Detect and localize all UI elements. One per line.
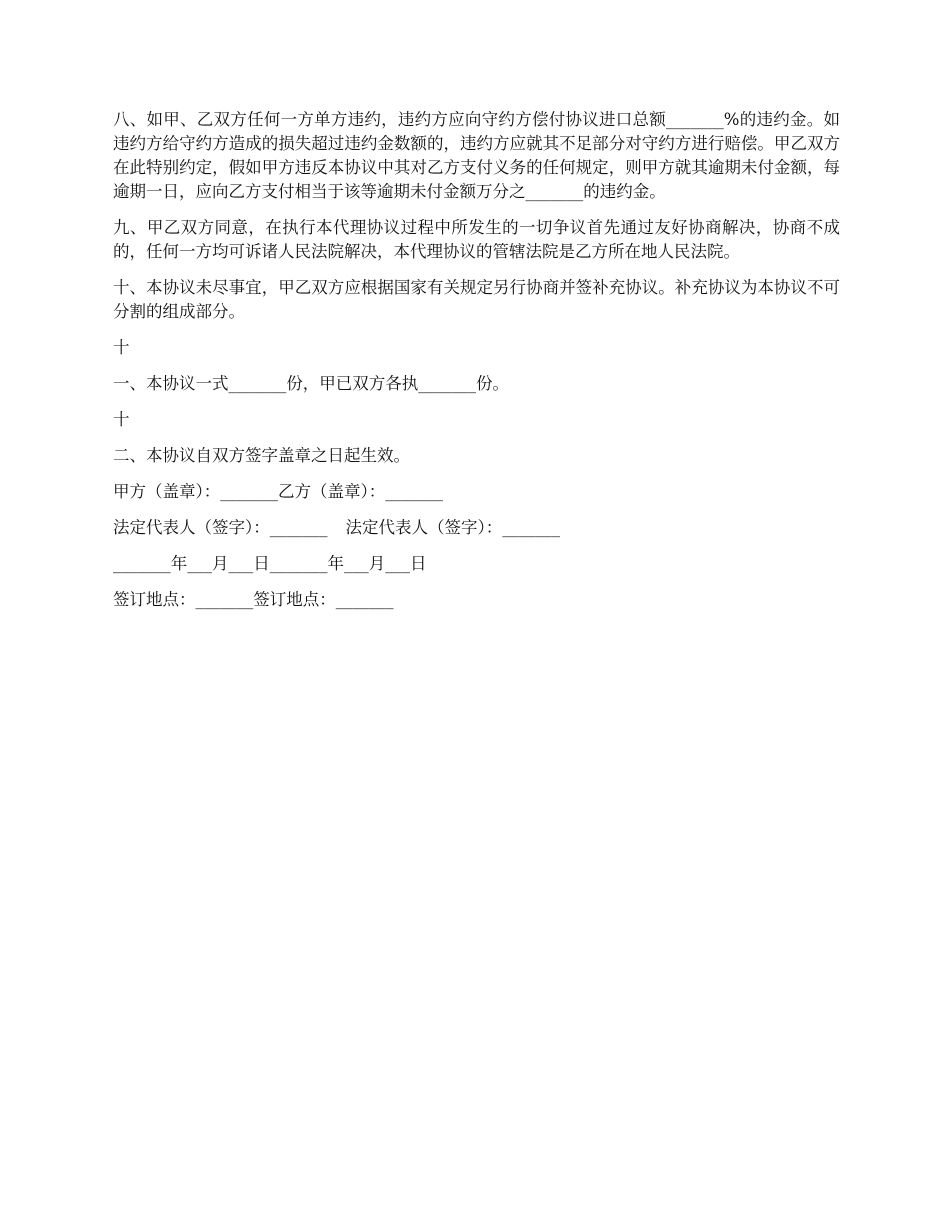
legal-representative-line <box>113 516 840 540</box>
legal-representative-a: 法定代表人（签字）：_______ <box>113 518 328 537</box>
agreement-page <box>113 108 840 624</box>
date-line: _______年___月___日_______年___月___日 <box>113 554 427 573</box>
signing-place-line: 签订地点：_______签订地点：_______ <box>113 590 394 609</box>
clause-8: 八、如甲、乙双方任何一方单方违约，违约方应向守约方偿付协议进口总额_______%的违约金。如违约方给守约方造成的损失超过违约金数额的，违约方应就其不足部分对守约方进行赔偿。甲乙双方在此特别约定，假如甲方违反本协议中其对乙方支付义务的任何规定，则甲方就其逾期未付金额，每逾期一日，应向乙方支付相当于该等逾期未付金额万分之_______的违约金。 <box>113 110 840 201</box>
clause-10: 十、本协议未尽事宜，甲乙双方应根据国家有关规定另行协商并签补充协议。补充协议为本协议不可分割的组成部分。 <box>113 278 840 321</box>
clause-11-prefix: 十 <box>113 338 130 357</box>
party-seal-line: 甲方（盖章）：_______乙方（盖章）：_______ <box>113 482 443 501</box>
clause-11: 一、本协议一式_______份，甲已双方各执_______份。 <box>113 374 509 393</box>
legal-representative-b: 法定代表人（签字）：_______ <box>345 518 560 537</box>
clause-12-prefix: 十 <box>113 410 130 429</box>
clause-9: 九、甲乙双方同意，在执行本代理协议过程中所发生的一切争议首先通过友好协商解决，协商不成的，任何一方均可诉诸人民法院解决，本代理协议的管辖法院是乙方所在地人民法院。 <box>113 218 840 261</box>
clause-12: 二、本协议自双方签字盖章之日起生效。 <box>113 446 410 465</box>
